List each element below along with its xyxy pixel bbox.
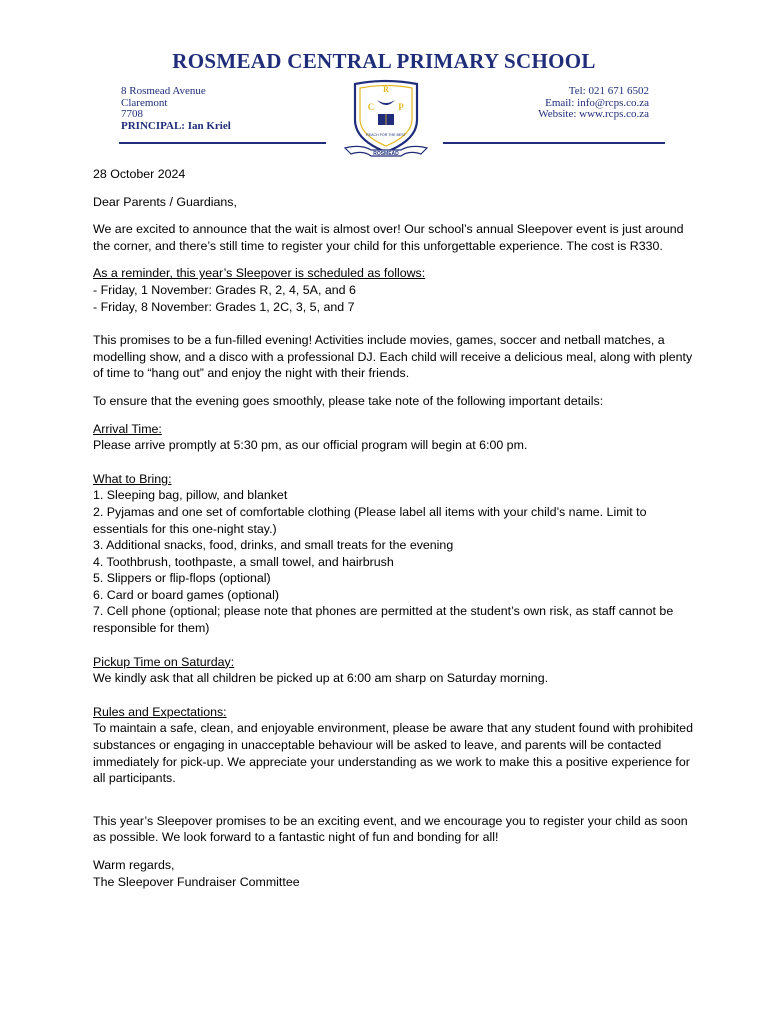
address-line: Claremont [121, 96, 168, 109]
school-contact [538, 86, 649, 121]
details-intro: To ensure that the evening goes smoothly, please take note of the following important details: [93, 393, 604, 408]
schedule-heading: As a reminder, this year’s Sleepover is scheduled as follows: [93, 266, 426, 281]
closing-paragraph: This year’s Sleepover promises to be an exciting event, and we encourage you to register your child as soon as possible. We look forward to a fantastic night of fun and bonding for all! [93, 813, 688, 845]
list-item: - Friday, 8 November: Grades 1, 2C, 3, 5, and 7 [93, 299, 355, 314]
bring-heading: What to Bring: [93, 471, 172, 486]
header-divider-left [119, 142, 326, 144]
list-item: 4. Toothbrush, toothpaste, a small towel, and hairbrush [93, 554, 394, 569]
website-address: Website: www.rcps.co.za [538, 108, 649, 120]
list-item: - Friday, 1 November: Grades R, 2, 4, 5A, and 6 [93, 282, 356, 297]
list-item: 1. Sleeping bag, pillow, and blanket [93, 488, 288, 503]
list-item: 3. Additional snacks, food, drinks, and small treats for the evening [93, 538, 454, 553]
address-line: 8 Rosmead Avenue [121, 85, 206, 97]
school-address [121, 86, 231, 132]
list-item: 2. Pyjamas and one set of comfortable clothing (Please label all items with your child’s name. Limit to essentials for this one-night stay.) [93, 504, 647, 536]
phone-number: Tel: 021 671 6502 [568, 85, 649, 97]
intro-paragraph: We are excited to announce that the wait is almost over! Our school’s annual Sleepover event is just around the corner, and there’s still time to register your child for this unforgettable experience. The cost is R330. [93, 222, 684, 253]
pickup-text: We kindly ask that all children be picked up at 6:00 am sharp on Saturday morning. [93, 671, 549, 686]
list-item: 7. Cell phone (optional; please note that phones are permitted at the student’s own risk, as staff cannot be responsible for them) [93, 604, 674, 636]
pickup-heading: Pickup Time on Saturday: [93, 654, 235, 669]
arrival-heading: Arrival Time: [93, 421, 162, 436]
header-divider-right [443, 142, 665, 144]
schedule-list [93, 282, 693, 315]
crest-motto: REACH FOR THE BEST [366, 133, 406, 137]
rules-heading: Rules and Expectations: [93, 704, 227, 719]
list-item: 5. Slippers or flip-flops (optional) [93, 571, 271, 586]
letter-signoff: Warm regards, [93, 858, 175, 872]
address-line: 7708 [121, 108, 143, 120]
bring-list [93, 487, 693, 636]
crest-letter-r: R [383, 85, 389, 94]
activities-paragraph: This promises to be a fun-filled evening! Activities include movies, games, soccer and netball matches, a modelling show, and a disco with a professional DJ. Each child will receive a delicious meal, along with plenty of time to “hang out” and enjoy the night with their friends. [93, 333, 693, 381]
list-item: 6. Card or board games (optional) [93, 587, 279, 602]
email-address: Email: info@rcps.co.za [545, 96, 649, 109]
school-name: ROSMEAD CENTRAL PRIMARY SCHOOL [172, 49, 596, 73]
crest-letter-c: C [367, 102, 375, 112]
letter-signature: The Sleepover Fundraiser Committee [93, 874, 300, 889]
letter-greeting: Dear Parents / Guardians, [93, 194, 237, 209]
principal-name: PRINCIPAL: Ian Kriel [121, 119, 231, 132]
letter-body [93, 166, 693, 890]
crest-banner-text: ROSMEAD [373, 151, 399, 157]
school-crest-logo [341, 76, 431, 160]
arrival-text: Please arrive promptly at 5:30 pm, as our official program will begin at 6:00 pm. [93, 438, 528, 453]
letter-date: 28 October 2024 [93, 167, 186, 181]
rules-text: To maintain a safe, clean, and enjoyable environment, please be aware that any student found with prohibited substances or engaging in unacceptable behaviour will be asked to leave, and parents will be contacted immediately for pick-up. We appreciate your understanding as we work to make this a positive experience for all participants. [93, 721, 693, 786]
crest-letter-p: P [398, 102, 404, 112]
